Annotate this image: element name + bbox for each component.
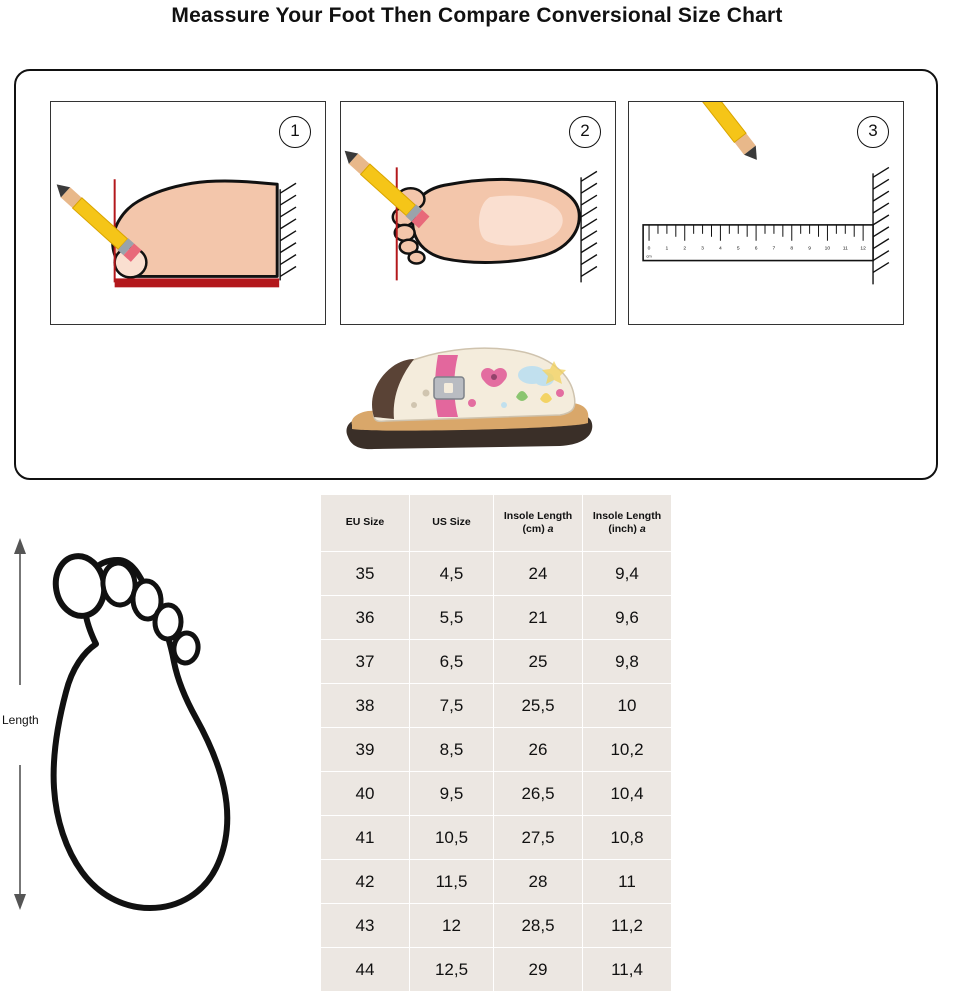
cell-insole-cm: 21 [494, 596, 583, 640]
clog-shoe-icon [334, 333, 624, 463]
svg-text:4: 4 [719, 246, 722, 252]
step-3-illustration [628, 101, 904, 325]
cell-insole-inch: 9,8 [583, 640, 672, 684]
cell-us-size: 12 [410, 904, 494, 948]
cell-insole-cm: 25 [494, 640, 583, 684]
cell-eu-size: 44 [321, 948, 410, 992]
column-header-insole-cm: Insole Length (cm) a [494, 495, 583, 552]
cell-insole-cm: 27,5 [494, 816, 583, 860]
svg-text:8: 8 [790, 246, 794, 252]
step-1-illustration [50, 101, 326, 325]
table-row [321, 948, 672, 992]
table-header-row [321, 495, 672, 552]
column-header-eu-size: EU Size [321, 495, 410, 552]
cell-eu-size: 36 [321, 596, 410, 640]
svg-text:0: 0 [647, 246, 651, 252]
svg-text:1: 1 [665, 246, 669, 252]
column-header-insole-inch: Insole Length (inch) a [583, 495, 672, 552]
cell-us-size: 11,5 [410, 860, 494, 904]
cell-us-size: 7,5 [410, 684, 494, 728]
step-1-number: 1 [279, 116, 311, 148]
cell-insole-cm: 29 [494, 948, 583, 992]
svg-text:10: 10 [824, 246, 831, 252]
cell-eu-size: 37 [321, 640, 410, 684]
cell-insole-cm: 25,5 [494, 684, 583, 728]
step-3-number: 3 [857, 116, 889, 148]
table-row [321, 772, 672, 816]
table-row [321, 684, 672, 728]
svg-text:3: 3 [701, 246, 704, 252]
page-title: Meassure Your Foot Then Compare Conversional Size Chart [171, 4, 783, 27]
cell-insole-inch: 10,8 [583, 816, 672, 860]
cell-us-size: 10,5 [410, 816, 494, 860]
cell-insole-inch: 11,2 [583, 904, 672, 948]
table-row [321, 904, 672, 948]
table-row [321, 860, 672, 904]
svg-text:11: 11 [842, 246, 848, 252]
length-label: Length [2, 713, 39, 727]
footprint-outline-icon [0, 520, 300, 950]
cell-us-size: 6,5 [410, 640, 494, 684]
svg-text:cm: cm [646, 253, 652, 259]
table-row [321, 552, 672, 596]
table-row [321, 640, 672, 684]
cell-us-size: 4,5 [410, 552, 494, 596]
cell-insole-inch: 9,4 [583, 552, 672, 596]
step-2-illustration [340, 101, 616, 325]
cell-eu-size: 42 [321, 860, 410, 904]
cell-eu-size: 35 [321, 552, 410, 596]
cell-us-size: 5,5 [410, 596, 494, 640]
cell-us-size: 8,5 [410, 728, 494, 772]
step-2-number: 2 [569, 116, 601, 148]
cell-insole-cm: 26 [494, 728, 583, 772]
cell-us-size: 12,5 [410, 948, 494, 992]
cell-insole-inch: 10 [583, 684, 672, 728]
cell-eu-size: 40 [321, 772, 410, 816]
svg-text:2: 2 [683, 246, 687, 252]
table-row [321, 596, 672, 640]
cell-eu-size: 43 [321, 904, 410, 948]
table-row [321, 728, 672, 772]
column-header-us-size: US Size [410, 495, 494, 552]
cell-eu-size: 39 [321, 728, 410, 772]
cell-us-size: 9,5 [410, 772, 494, 816]
cell-insole-cm: 28 [494, 860, 583, 904]
measurement-steps-panel [14, 69, 938, 480]
cell-insole-inch: 9,6 [583, 596, 672, 640]
cell-insole-inch: 10,2 [583, 728, 672, 772]
table-row [321, 816, 672, 860]
cell-insole-inch: 10,4 [583, 772, 672, 816]
svg-text:12: 12 [860, 246, 866, 252]
cell-insole-inch: 11 [583, 860, 672, 904]
svg-text:6: 6 [754, 246, 758, 252]
cell-eu-size: 41 [321, 816, 410, 860]
cell-insole-cm: 24 [494, 552, 583, 596]
size-conversion-table [320, 494, 672, 992]
svg-text:7: 7 [772, 246, 776, 252]
cell-eu-size: 38 [321, 684, 410, 728]
cell-insole-inch: 11,4 [583, 948, 672, 992]
cell-insole-cm: 28,5 [494, 904, 583, 948]
foot-length-diagram [0, 520, 300, 950]
shoe-illustration [334, 333, 624, 463]
cell-insole-cm: 26,5 [494, 772, 583, 816]
svg-text:5: 5 [736, 246, 740, 252]
svg-text:9: 9 [808, 246, 811, 252]
